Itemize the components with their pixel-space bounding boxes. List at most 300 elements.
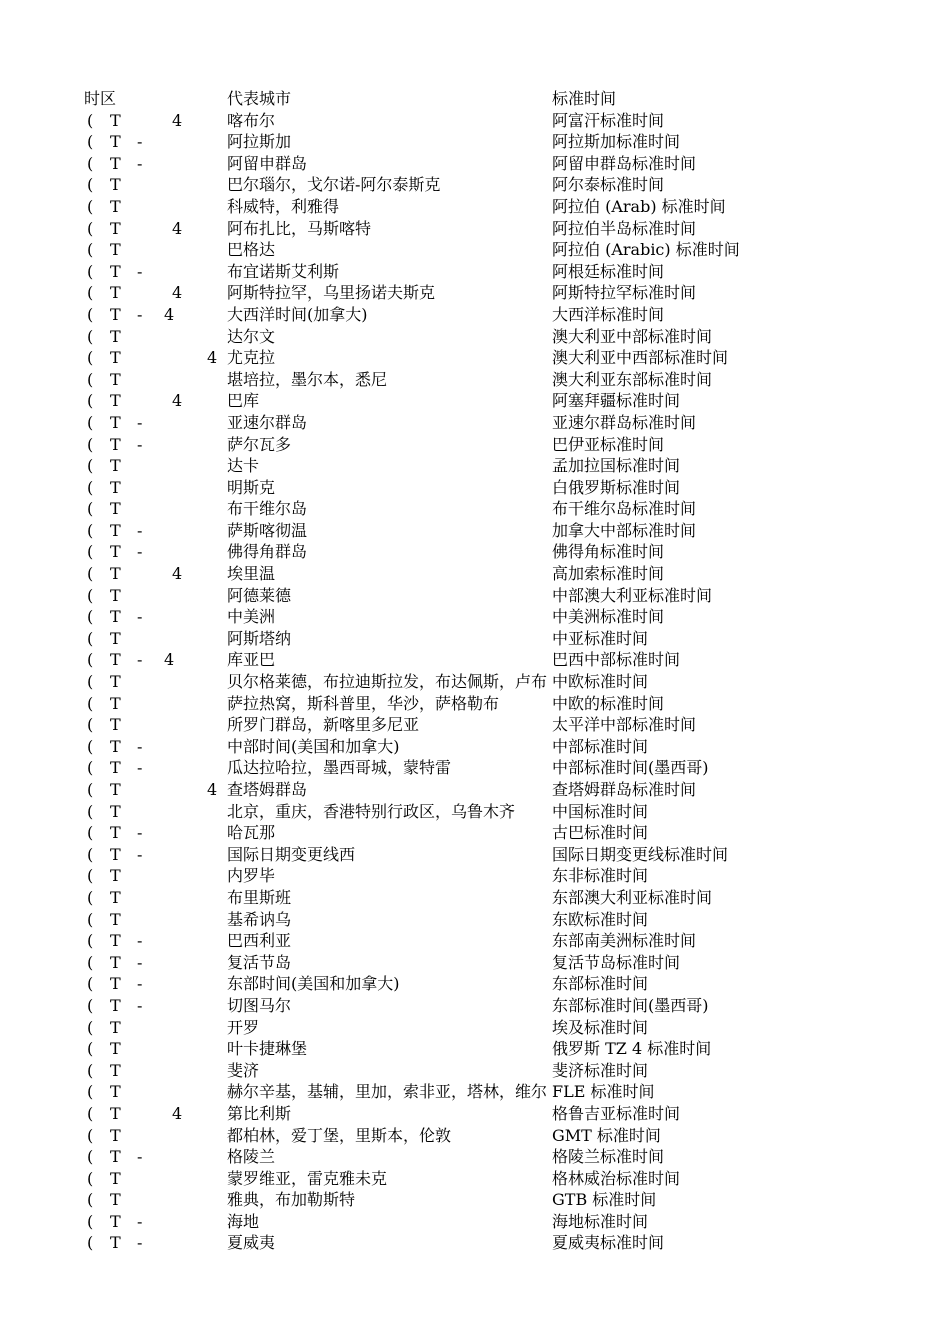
zone-paren: ( — [87, 434, 94, 454]
city-cell: 大西洋时间(加拿大) — [227, 304, 368, 324]
standard-time-cell: 布干维尔岛标准时间 — [552, 499, 697, 519]
standard-time-cell: 白俄罗斯标准时间 — [552, 477, 681, 497]
city-cell: 哈瓦那 — [227, 823, 276, 843]
table-row — [0, 973, 950, 995]
city-cell: 巴西利亚 — [227, 931, 292, 951]
zone-t: T — [110, 931, 121, 951]
zone-t: T — [110, 1082, 121, 1102]
table-row — [0, 261, 950, 283]
standard-time-cell: 中美洲标准时间 — [552, 607, 665, 627]
zone-paren: ( — [87, 1103, 94, 1123]
zone-t: T — [110, 304, 121, 324]
standard-time-cell: 佛得角标准时间 — [552, 542, 665, 562]
zone-t: T — [110, 175, 121, 195]
standard-time-cell: 阿留申群岛标准时间 — [552, 153, 697, 173]
standard-time-cell: 中部澳大利亚标准时间 — [552, 585, 713, 605]
table-row — [0, 1125, 950, 1147]
standard-time-cell: 斐济标准时间 — [552, 1060, 649, 1080]
zone-digit: 4 — [207, 348, 218, 368]
city-cell: 查塔姆群岛 — [227, 780, 308, 799]
table-row — [0, 909, 950, 931]
zone-paren: ( — [87, 995, 94, 1015]
zone-t: T — [110, 1168, 121, 1188]
zone-t: T — [110, 801, 121, 821]
zone-t: T — [110, 952, 121, 972]
table-row — [0, 585, 950, 607]
zone-paren: ( — [87, 1168, 94, 1188]
zone-t: T — [110, 1233, 121, 1253]
zone-t: T — [110, 369, 121, 389]
standard-time-cell: 孟加拉国标准时间 — [552, 456, 681, 476]
zone-t: T — [110, 628, 121, 648]
zone-t: T — [110, 823, 121, 843]
table-row — [0, 844, 950, 866]
zone-paren: ( — [87, 844, 94, 864]
zone-t: T — [110, 499, 121, 519]
table-row — [0, 347, 950, 369]
standard-time-cell: 阿斯特拉罕标准时间 — [552, 283, 697, 303]
table-row — [0, 282, 950, 304]
zone-t: T — [110, 1039, 121, 1059]
zone-dash: - — [137, 607, 143, 627]
standard-time-cell: 格林威治标准时间 — [552, 1168, 681, 1188]
zone-paren: ( — [87, 412, 94, 432]
standard-time-cell: 阿尔泰标准时间 — [552, 175, 665, 195]
table-row — [0, 930, 950, 952]
zone-dash: - — [137, 736, 143, 756]
city-cell: 阿留申群岛 — [227, 153, 308, 173]
zone-digit: 4 — [172, 218, 183, 238]
city-cell: 阿斯塔纳 — [227, 628, 292, 648]
standard-time-cell: 阿根廷标准时间 — [552, 261, 665, 281]
table-row — [0, 1232, 950, 1254]
city-cell: 堪培拉，墨尔本，悉尼 — [227, 369, 388, 389]
city-cell: 所罗门群岛，新喀里多尼亚 — [227, 715, 420, 735]
zone-t: T — [110, 1211, 121, 1231]
table-row — [0, 369, 950, 391]
zone-t: T — [110, 261, 121, 281]
table-row — [0, 1211, 950, 1233]
standard-time-cell: 高加索标准时间 — [552, 564, 665, 584]
standard-time-cell: 中部标准时间(墨西哥) — [552, 758, 709, 778]
zone-paren: ( — [87, 585, 94, 605]
city-cell: 贝尔格莱德，布拉迪斯拉发，布达佩斯，卢布 — [227, 672, 548, 692]
table-row — [0, 1103, 950, 1125]
zone-t: T — [110, 326, 121, 346]
table-row — [0, 541, 950, 563]
zone-dash: - — [137, 1147, 143, 1167]
zone-digit: 4 — [172, 283, 183, 303]
city-cell: 复活节岛 — [227, 952, 292, 972]
table-row — [0, 995, 950, 1017]
table-row — [0, 865, 950, 887]
city-cell: 第比利斯 — [227, 1103, 292, 1123]
zone-t: T — [110, 909, 121, 929]
zone-t: T — [110, 1125, 121, 1145]
zone-dash: - — [137, 650, 143, 670]
table-row — [0, 606, 950, 628]
zone-dash: - — [137, 758, 143, 778]
city-cell: 阿德莱德 — [227, 585, 292, 605]
zone-paren: ( — [87, 369, 94, 389]
table-row — [0, 110, 950, 132]
header-zone: 时区 — [84, 89, 117, 108]
zone-paren: ( — [87, 1082, 94, 1102]
city-cell: 萨拉热窝，斯科普里，华沙，萨格勒布 — [227, 693, 500, 713]
zone-t: T — [110, 542, 121, 562]
standard-time-cell: 澳大利亚中西部标准时间 — [552, 348, 729, 368]
zone-digit: 4 — [164, 304, 175, 324]
standard-time-cell: 阿富汗标准时间 — [552, 110, 665, 130]
city-cell: 夏威夷 — [227, 1233, 276, 1253]
table-row — [0, 218, 950, 240]
zone-dash: - — [137, 132, 143, 152]
table-row — [0, 671, 950, 693]
zone-paren: ( — [87, 909, 94, 929]
zone-paren: ( — [87, 1211, 94, 1231]
zone-dash: - — [137, 520, 143, 540]
table-row — [0, 1189, 950, 1211]
city-cell: 切图马尔 — [227, 995, 292, 1015]
city-cell: 布宜诺斯艾利斯 — [227, 261, 340, 281]
zone-paren: ( — [87, 1147, 94, 1167]
zone-paren: ( — [87, 823, 94, 843]
table-row — [0, 477, 950, 499]
table-row — [0, 455, 950, 477]
zone-t: T — [110, 412, 121, 432]
zone-paren: ( — [87, 132, 94, 152]
zone-digit: 4 — [164, 650, 175, 670]
zone-t: T — [110, 456, 121, 476]
standard-time-cell: 亚速尔群岛标准时间 — [552, 412, 697, 432]
table-row — [0, 736, 950, 758]
table-row — [0, 822, 950, 844]
zone-dash: - — [137, 542, 143, 562]
zone-paren: ( — [87, 283, 94, 303]
zone-paren: ( — [87, 1017, 94, 1037]
city-cell: 萨斯喀彻温 — [227, 520, 308, 540]
table-row — [0, 887, 950, 909]
zone-paren: ( — [87, 520, 94, 540]
zone-paren: ( — [87, 175, 94, 195]
standard-time-cell: 海地标准时间 — [552, 1211, 649, 1231]
table-row — [0, 239, 950, 261]
city-cell: 布干维尔岛 — [227, 499, 308, 519]
zone-t: T — [110, 391, 121, 411]
city-cell: 北京，重庆，香港特别行政区，乌鲁木齐 — [227, 801, 516, 821]
zone-paren: ( — [87, 974, 94, 994]
standard-time-cell: GMT 标准时间 — [552, 1125, 661, 1145]
zone-paren: ( — [87, 1125, 94, 1145]
zone-paren: ( — [87, 780, 94, 799]
table-row — [0, 390, 950, 412]
city-cell: 阿布扎比，马斯喀特 — [227, 218, 372, 238]
table-row — [0, 304, 950, 326]
city-cell: 海地 — [227, 1211, 260, 1231]
zone-dash: - — [137, 304, 143, 324]
table-row — [0, 412, 950, 434]
standard-time-cell: 阿拉斯加标准时间 — [552, 132, 681, 152]
table-row — [0, 174, 950, 196]
city-cell: 瓜达拉哈拉，墨西哥城，蒙特雷 — [227, 758, 452, 778]
city-cell: 达尔文 — [227, 326, 276, 346]
standard-time-cell: 复活节岛标准时间 — [552, 952, 681, 972]
zone-dash: - — [137, 974, 143, 994]
city-cell: 亚速尔群岛 — [227, 412, 308, 432]
standard-time-cell: 古巴标准时间 — [552, 823, 649, 843]
zone-digit: 4 — [172, 564, 183, 584]
zone-paren: ( — [87, 391, 94, 411]
zone-dash: - — [137, 434, 143, 454]
zone-paren: ( — [87, 240, 94, 260]
table-row — [0, 1081, 950, 1103]
zone-paren: ( — [87, 348, 94, 368]
zone-paren: ( — [87, 542, 94, 562]
standard-time-cell: 澳大利亚东部标准时间 — [552, 369, 713, 389]
zone-t: T — [110, 283, 121, 303]
zone-t: T — [110, 520, 121, 540]
zone-t: T — [110, 607, 121, 627]
city-cell: 巴格达 — [227, 240, 276, 260]
zone-t: T — [110, 477, 121, 497]
standard-time-cell: 太平洋中部标准时间 — [552, 715, 697, 735]
zone-paren: ( — [87, 564, 94, 584]
zone-t: T — [110, 844, 121, 864]
zone-paren: ( — [87, 650, 94, 670]
table-row — [0, 196, 950, 218]
zone-paren: ( — [87, 866, 94, 886]
zone-dash: - — [137, 931, 143, 951]
city-cell: 埃里温 — [227, 564, 276, 584]
zone-t: T — [110, 693, 121, 713]
zone-dash: - — [137, 1233, 143, 1253]
zone-paren: ( — [87, 672, 94, 692]
zone-dash: - — [137, 995, 143, 1015]
standard-time-cell: 俄罗斯 TZ 4 标准时间 — [552, 1039, 712, 1059]
standard-time-cell: 埃及标准时间 — [552, 1017, 649, 1037]
zone-paren: ( — [87, 1060, 94, 1080]
standard-time-cell: 东欧标准时间 — [552, 909, 649, 929]
standard-time-cell: 阿拉伯 (Arab) 标准时间 — [552, 196, 726, 216]
standard-time-cell: 夏威夷标准时间 — [552, 1233, 665, 1253]
zone-dash: - — [137, 844, 143, 864]
standard-time-cell: 巴西中部标准时间 — [552, 650, 681, 670]
table-row — [0, 1060, 950, 1082]
table-row — [0, 326, 950, 348]
city-cell: 开罗 — [227, 1017, 260, 1037]
zone-t: T — [110, 758, 121, 778]
zone-t: T — [110, 780, 121, 799]
city-cell: 格陵兰 — [227, 1147, 276, 1167]
zone-paren: ( — [87, 477, 94, 497]
city-cell: 库亚巴 — [227, 650, 276, 670]
city-cell: 巴尔瑙尔，戈尔诺-阿尔泰斯克 — [227, 175, 441, 195]
zone-t: T — [110, 1147, 121, 1167]
zone-paren: ( — [87, 736, 94, 756]
zone-digit: 4 — [172, 110, 183, 130]
zone-paren: ( — [87, 715, 94, 735]
standard-time-cell: 大西洋标准时间 — [552, 304, 665, 324]
city-cell: 喀布尔 — [227, 110, 276, 130]
table-row — [0, 714, 950, 736]
standard-time-cell: 东部标准时间(墨西哥) — [552, 995, 709, 1015]
standard-time-cell: 格陵兰标准时间 — [552, 1147, 665, 1167]
standard-time-cell: 东部南美洲标准时间 — [552, 931, 697, 951]
zone-paren: ( — [87, 110, 94, 130]
zone-t: T — [110, 132, 121, 152]
zone-paren: ( — [87, 499, 94, 519]
standard-time-cell: 国际日期变更线标准时间 — [552, 844, 729, 864]
standard-time-cell: 东部标准时间 — [552, 974, 649, 994]
city-cell: 巴库 — [227, 391, 260, 411]
city-cell: 雅典，布加勒斯特 — [227, 1190, 356, 1210]
zone-t: T — [110, 650, 121, 670]
zone-paren: ( — [87, 456, 94, 476]
city-cell: 蒙罗维亚，雷克雅未克 — [227, 1168, 388, 1188]
zone-t: T — [110, 564, 121, 584]
zone-paren: ( — [87, 326, 94, 346]
zone-paren: ( — [87, 931, 94, 951]
standard-time-cell: 东非标准时间 — [552, 866, 649, 886]
zone-paren: ( — [87, 304, 94, 324]
table-row — [0, 779, 950, 801]
zone-digit: 4 — [172, 1103, 183, 1123]
zone-paren: ( — [87, 1233, 94, 1253]
zone-paren: ( — [87, 628, 94, 648]
zone-t: T — [110, 240, 121, 260]
city-cell: 阿斯特拉罕，乌里扬诺夫斯克 — [227, 283, 436, 303]
zone-dash: - — [137, 823, 143, 843]
zone-t: T — [110, 995, 121, 1015]
zone-dash: - — [137, 1211, 143, 1231]
city-cell: 中美洲 — [227, 607, 276, 627]
zone-digit: 4 — [172, 391, 183, 411]
table-row — [0, 952, 950, 974]
zone-paren: ( — [87, 261, 94, 281]
city-cell: 布里斯班 — [227, 887, 292, 907]
standard-time-cell: 阿塞拜疆标准时间 — [552, 391, 681, 411]
zone-dash: - — [137, 261, 143, 281]
table-body — [0, 110, 950, 1254]
standard-time-cell: 阿拉伯 (Arabic) 标准时间 — [552, 240, 740, 260]
table-row — [0, 520, 950, 542]
zone-t: T — [110, 196, 121, 216]
city-cell: 东部时间(美国和加拿大) — [227, 974, 400, 994]
zone-t: T — [110, 1190, 121, 1210]
header-standard-time: 标准时间 — [552, 89, 617, 108]
city-cell: 都柏林，爱丁堡，里斯本，伦敦 — [227, 1125, 452, 1145]
table-row — [0, 1017, 950, 1039]
standard-time-cell: 澳大利亚中部标准时间 — [552, 326, 713, 346]
standard-time-cell: 查塔姆群岛标准时间 — [552, 780, 697, 799]
standard-time-cell: 阿拉伯半岛标准时间 — [552, 218, 697, 238]
table-row — [0, 693, 950, 715]
zone-t: T — [110, 1017, 121, 1037]
city-cell: 基希讷乌 — [227, 909, 292, 929]
standard-time-cell: 格鲁吉亚标准时间 — [552, 1103, 681, 1123]
zone-paren: ( — [87, 153, 94, 173]
zone-paren: ( — [87, 218, 94, 238]
zone-paren: ( — [87, 758, 94, 778]
zone-t: T — [110, 866, 121, 886]
zone-digit: 4 — [207, 780, 218, 799]
zone-t: T — [110, 153, 121, 173]
standard-time-cell: 中亚标准时间 — [552, 628, 649, 648]
zone-dash: - — [137, 153, 143, 173]
zone-paren: ( — [87, 1039, 94, 1059]
timezone-table — [0, 88, 950, 1254]
zone-paren: ( — [87, 952, 94, 972]
city-cell: 尤克拉 — [227, 348, 276, 368]
table-row — [0, 563, 950, 585]
city-cell: 内罗毕 — [227, 866, 276, 886]
city-cell: 达卡 — [227, 456, 260, 476]
standard-time-cell: 中欧标准时间 — [552, 672, 649, 692]
table-row — [0, 153, 950, 175]
standard-time-cell: 东部澳大利亚标准时间 — [552, 887, 713, 907]
zone-paren: ( — [87, 196, 94, 216]
zone-t: T — [110, 715, 121, 735]
city-cell: 佛得角群岛 — [227, 542, 308, 562]
standard-time-cell: 中国标准时间 — [552, 801, 649, 821]
zone-paren: ( — [87, 1190, 94, 1210]
city-cell: 阿拉斯加 — [227, 132, 292, 152]
standard-time-cell: GTB 标准时间 — [552, 1190, 657, 1210]
zone-t: T — [110, 736, 121, 756]
city-cell: 国际日期变更线西 — [227, 844, 356, 864]
zone-t: T — [110, 1060, 121, 1080]
zone-t: T — [110, 585, 121, 605]
table-row — [0, 1146, 950, 1168]
city-cell: 科威特，利雅得 — [227, 196, 340, 216]
zone-paren: ( — [87, 801, 94, 821]
table-row — [0, 434, 950, 456]
table-header-row — [0, 88, 950, 110]
table-row — [0, 801, 950, 823]
city-cell: 斐济 — [227, 1060, 260, 1080]
zone-t: T — [110, 1103, 121, 1123]
table-row — [0, 628, 950, 650]
city-cell: 中部时间(美国和加拿大) — [227, 736, 400, 756]
table-row — [0, 498, 950, 520]
zone-paren: ( — [87, 887, 94, 907]
table-row — [0, 131, 950, 153]
table-row — [0, 1168, 950, 1190]
standard-time-cell: FLE 标准时间 — [552, 1082, 655, 1102]
zone-t: T — [110, 672, 121, 692]
table-row — [0, 1038, 950, 1060]
table-row — [0, 649, 950, 671]
zone-t: T — [110, 887, 121, 907]
city-cell: 明斯克 — [227, 477, 276, 497]
zone-paren: ( — [87, 607, 94, 627]
city-cell: 萨尔瓦多 — [227, 434, 292, 454]
city-cell: 叶卡捷琳堡 — [227, 1039, 308, 1059]
standard-time-cell: 中欧的标准时间 — [552, 693, 665, 713]
standard-time-cell: 中部标准时间 — [552, 736, 649, 756]
standard-time-cell: 巴伊亚标准时间 — [552, 434, 665, 454]
zone-t: T — [110, 434, 121, 454]
zone-t: T — [110, 110, 121, 130]
zone-t: T — [110, 974, 121, 994]
standard-time-cell: 加拿大中部标准时间 — [552, 520, 697, 540]
zone-t: T — [110, 348, 121, 368]
header-city: 代表城市 — [227, 89, 292, 108]
zone-dash: - — [137, 412, 143, 432]
city-cell: 赫尔辛基，基辅，里加，索非亚，塔林，维尔 — [227, 1082, 548, 1102]
zone-paren: ( — [87, 693, 94, 713]
zone-dash: - — [137, 952, 143, 972]
